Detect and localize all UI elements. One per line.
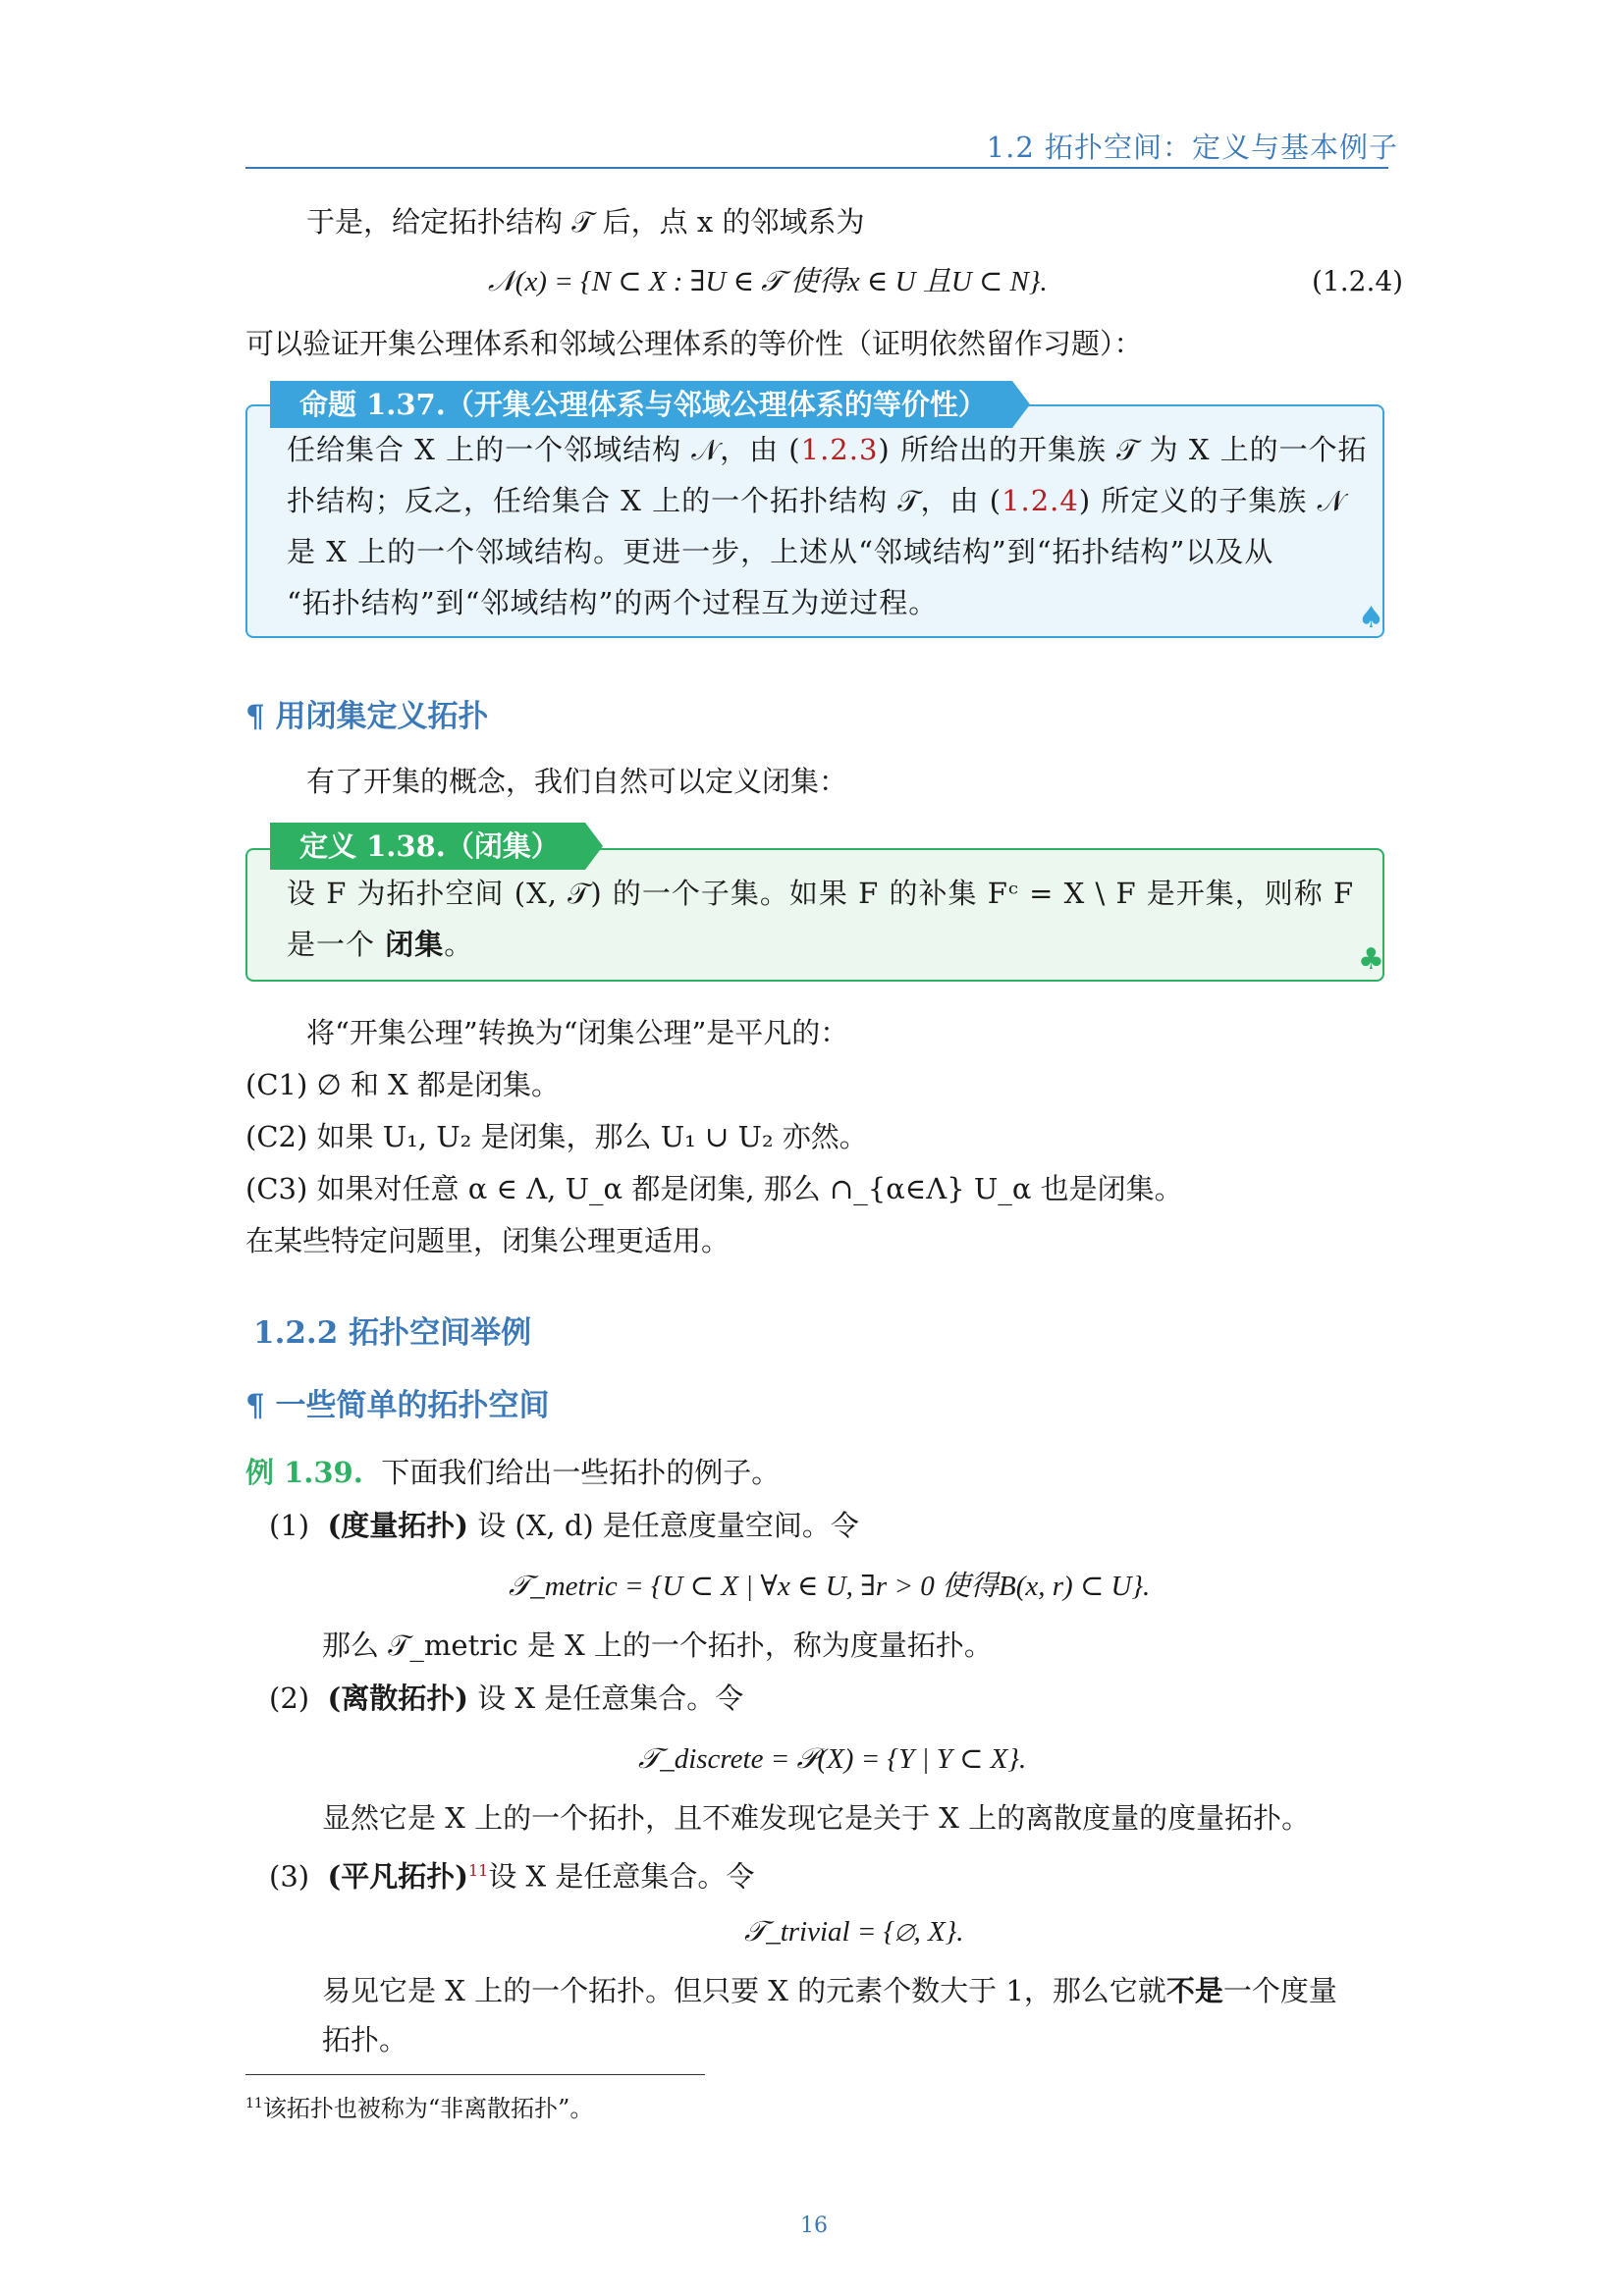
example-item-2: (2) (离散拓扑) 设 X 是任意集合。令: [269, 1682, 744, 1715]
section-title-simple-spaces: ¶ 一些简单的拓扑空间: [245, 1388, 550, 1423]
proposition-line-1: 任给集合 X 上的一个邻域结构 𝒩，由 (1.2.3) 所给出的开集族 𝒯 为 X 上的一个拓: [287, 433, 1368, 466]
spade-icon: ♠: [1358, 601, 1384, 635]
footnote-ref[interactable]: 11: [467, 1861, 489, 1880]
equation-ref-1-2-3[interactable]: 1.2.3: [800, 433, 879, 466]
footnote-rule: [245, 2074, 705, 2075]
example-item-3-after-line-2: 拓扑。: [322, 2023, 408, 2056]
definition-line-1: 设 F 为拓扑空间 (X, 𝒯) 的一个子集。如果 F 的补集 Fᶜ = X \ F 是开集，则称 F: [287, 877, 1355, 910]
equation-number: (1.2.4): [1312, 265, 1404, 297]
example-item-3-after: 易见它是 X 上的一个拓扑。但只要 X 的元素个数大于 1，那么它就不是一个度量: [322, 1974, 1337, 2007]
section-title-closed-sets: ¶ 用闭集定义拓扑: [245, 699, 489, 734]
axioms-after: 在某些特定问题里，闭集公理更适用。: [245, 1224, 731, 1257]
intro-line: 于是，给定拓扑结构 𝒯 后，点 x 的邻域系为: [306, 205, 865, 239]
example-label: 例 1.39.: [245, 1456, 363, 1489]
example-item-2-after: 显然它是 X 上的一个拓扑，且不难发现它是关于 X 上的离散度量的度量拓扑。: [322, 1801, 1311, 1835]
axiom-c2: (C2) 如果 U₁, U₂ 是闭集，那么 U₁ ∪ U₂ 亦然。: [245, 1120, 868, 1153]
equation-trivial: 𝒯_trivial = {∅, X}.: [744, 1916, 964, 1948]
axioms-intro: 将“开集公理”转换为“闭集公理”是平凡的：: [306, 1016, 849, 1049]
example-item-1-after: 那么 𝒯_metric 是 X 上的一个拓扑，称为度量拓扑。: [322, 1629, 993, 1662]
footnote: $^{11}$该拓扑也被称为“非离散拓扑”。: [245, 2095, 594, 2122]
proposition-line-3: 是 X 上的一个邻域结构。更进一步，上述从“邻域结构”到“拓扑结构”以及从: [287, 535, 1274, 568]
subsection-title: 1.2.2 拓扑空间举例: [253, 1315, 532, 1351]
proposition-line-2: 扑结构；反之，任给集合 X 上的一个拓扑结构 𝒯，由 (1.2.4) 所定义的子集族 𝒩: [287, 484, 1346, 517]
definition-line-2: 是一个 闭集。: [287, 928, 474, 961]
proposition-line-4: “拓扑结构”到“邻域结构”的两个过程互为逆过程。: [287, 586, 939, 619]
axiom-c3: (C3) 如果对任意 α ∈ Λ, U_α 都是闭集, 那么 ∩_{α∈Λ} U_α 也是闭集。: [245, 1172, 1183, 1205]
equation-1-2-4: 𝒩(x) = {N ⊂ X : ∃U ∈ 𝒯 使得x ∈ U 且U ⊂ N}.: [488, 266, 1048, 297]
intro-follow: 可以验证开集公理体系和邻域公理体系的等价性（证明依然留作习题）：: [245, 327, 1143, 360]
header-rule: [245, 167, 1388, 169]
equation-discrete: 𝒯_discrete = 𝒫(X) = {Y | Y ⊂ X}.: [638, 1743, 1027, 1775]
equation-ref-1-2-4[interactable]: 1.2.4: [1001, 484, 1079, 517]
example-item-3: (3) (平凡拓扑)$^{11}$设 X 是任意集合。令: [269, 1859, 755, 1894]
definition-title: 定义 1.38.（闭集）: [270, 823, 585, 870]
example-heading: 例 1.39. 下面我们给出一些拓扑的例子。: [245, 1456, 781, 1489]
club-icon: ♣: [1358, 942, 1384, 977]
page-number: 16: [800, 2214, 828, 2238]
section1-intro: 有了开集的概念，我们自然可以定义闭集：: [306, 765, 848, 798]
equation-metric: 𝒯_metric = {U ⊂ X | ∀x ∈ U, ∃r > 0 使得B(x, r) ⊂ U}.: [509, 1571, 1151, 1602]
axiom-c1: (C1) ∅ 和 X 都是闭集。: [245, 1068, 561, 1101]
running-head: 1.2 拓扑空间：定义与基本例子: [986, 131, 1398, 164]
proposition-title: 命题 1.37.（开集公理体系与邻域公理体系的等价性）: [270, 381, 1012, 428]
example-item-1: (1) (度量拓扑) 设 (X, d) 是任意度量空间。令: [269, 1509, 859, 1542]
